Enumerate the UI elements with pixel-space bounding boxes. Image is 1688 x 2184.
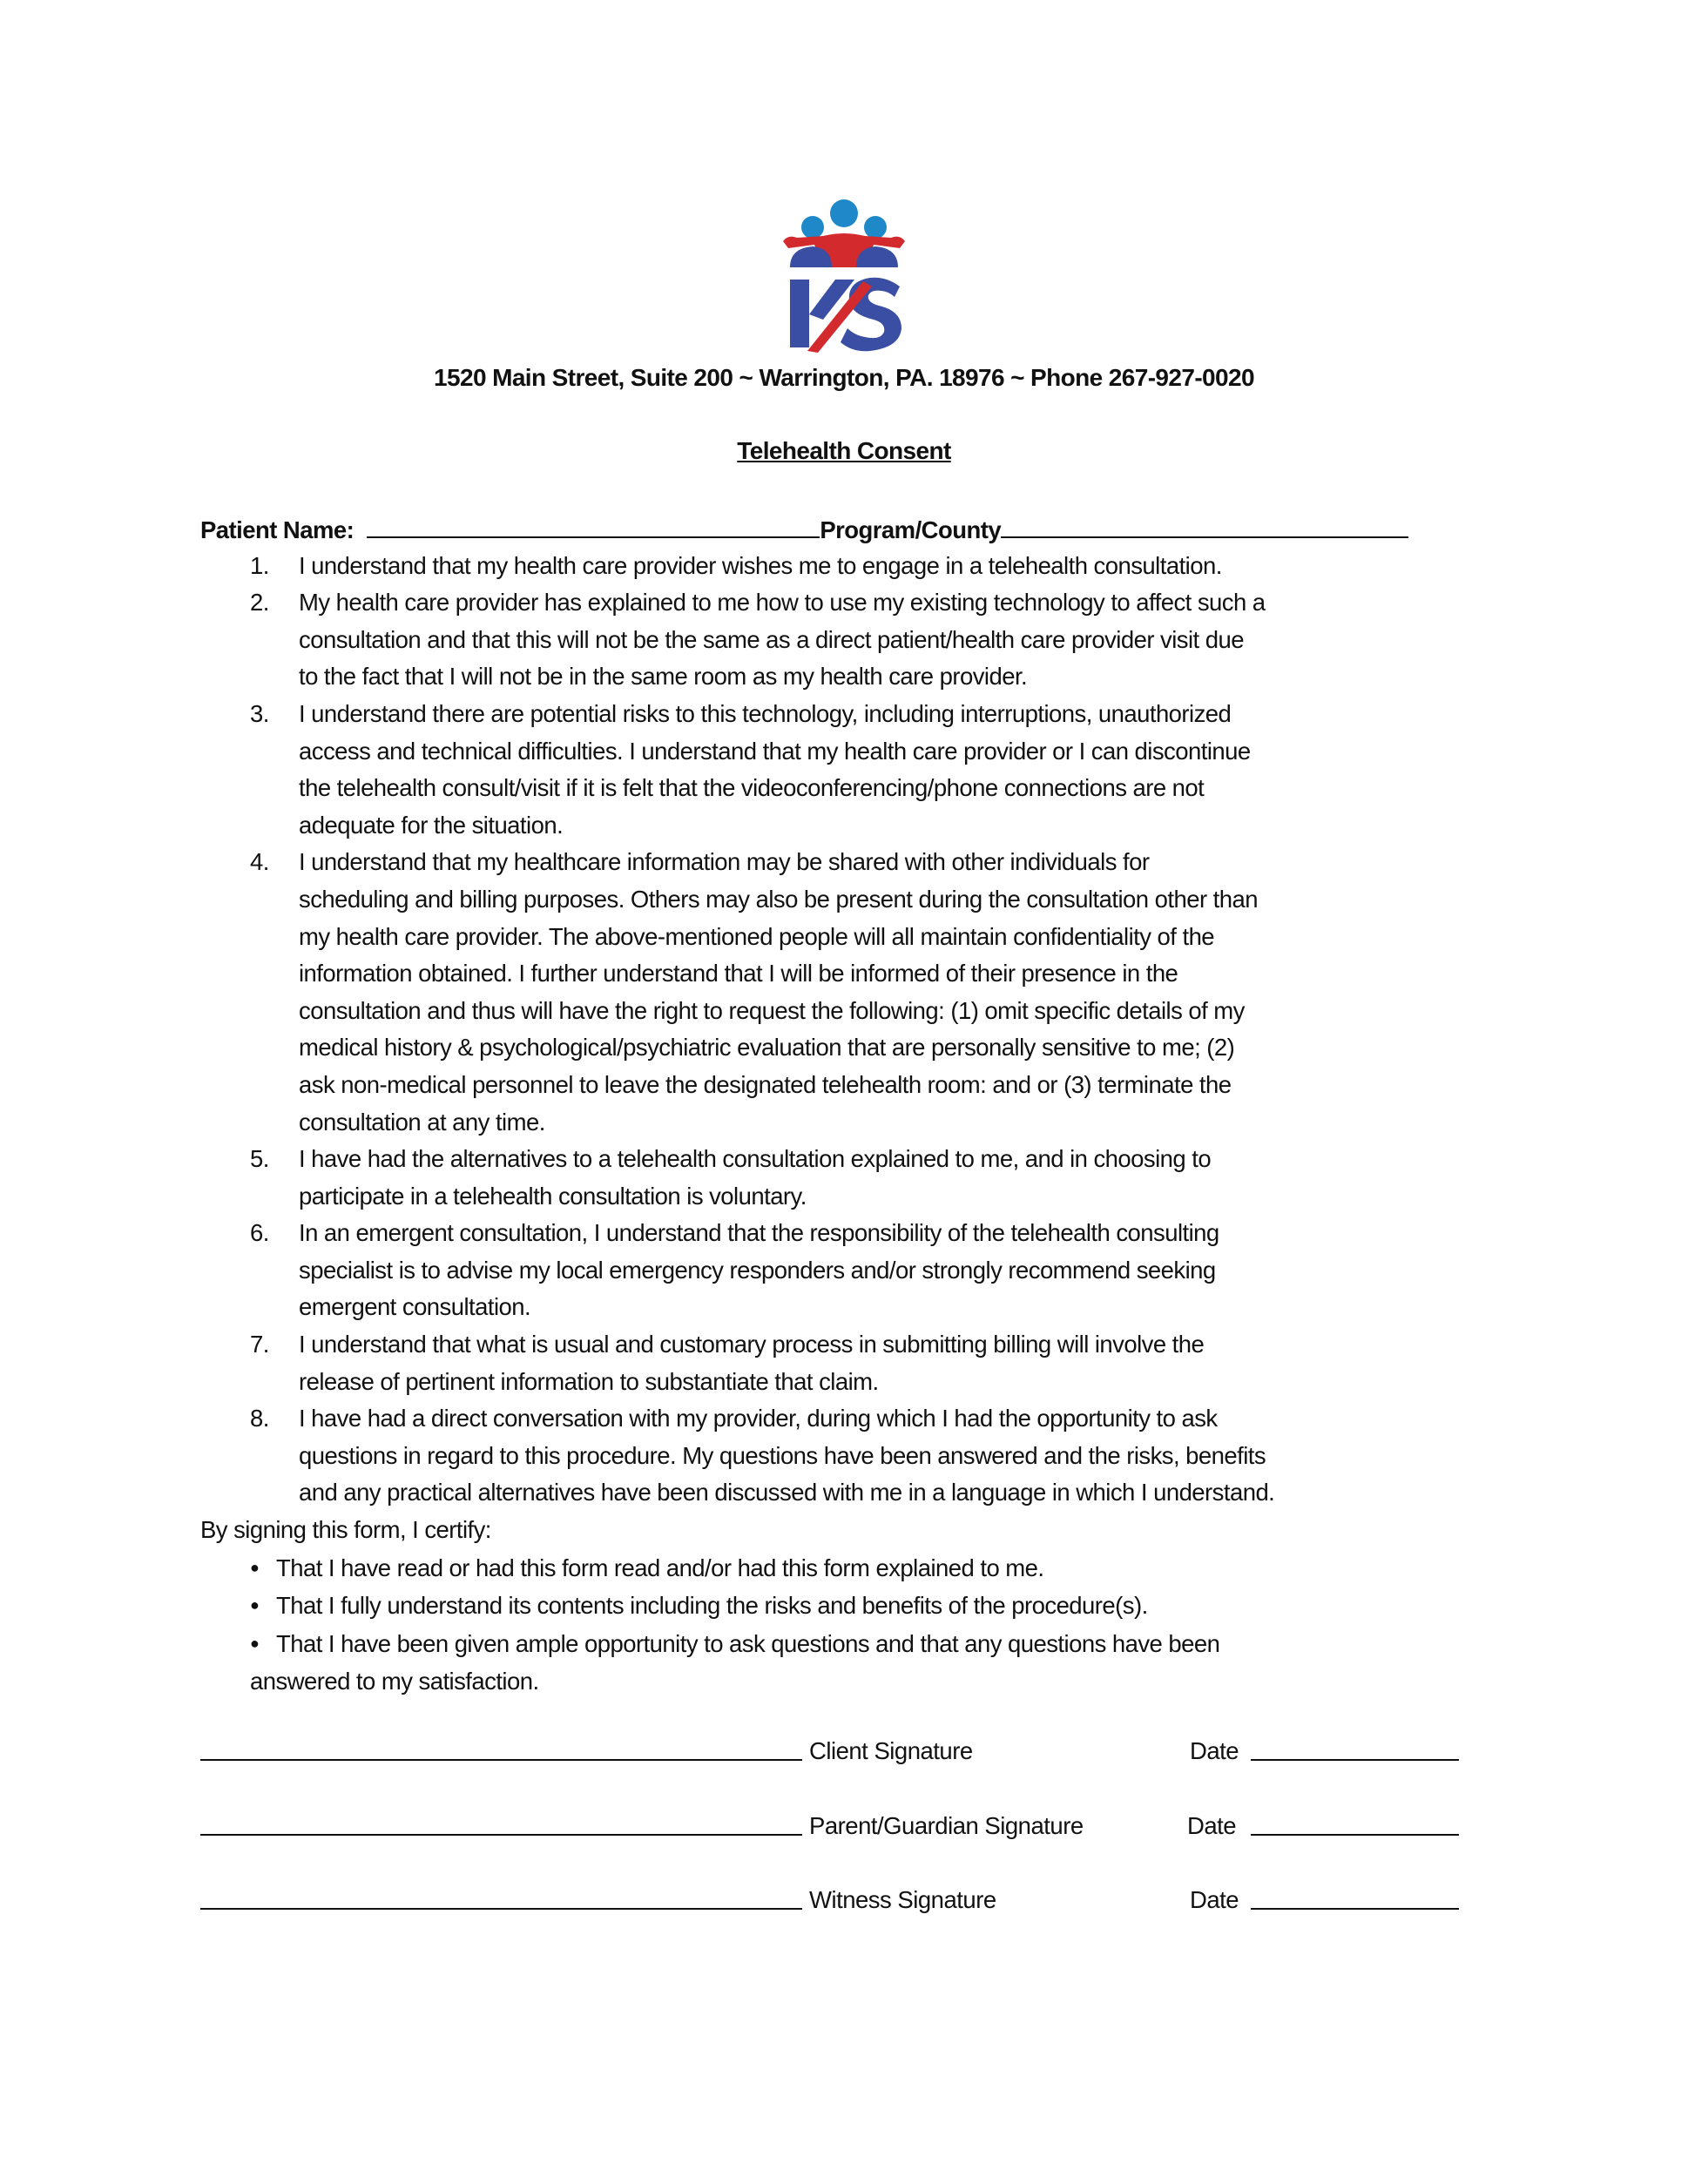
item-line xyxy=(200,584,1489,622)
certify-intro: By signing this form, I certify: xyxy=(200,1516,491,1544)
bullet-icon: ● xyxy=(250,1558,260,1576)
bullet-item xyxy=(200,1625,1489,1701)
item-text: my health care provider. The above-mentioned people will all maintain confidentiality of the xyxy=(299,922,1215,950)
item-text: I have had a direct conversation with my provider, during which I had the opportunity to ask xyxy=(299,1405,1218,1432)
item-line xyxy=(200,993,1489,1030)
item-text: I understand that my healthcare information may be shared with other individuals for xyxy=(299,848,1150,876)
signature-label: Parent/Guardian Signature xyxy=(809,1812,1084,1839)
item-number: 4. xyxy=(250,848,269,876)
bullet-icon: ● xyxy=(250,1634,260,1652)
item-number: 6. xyxy=(250,1219,269,1247)
item-text: participate in a telehealth consultation is voluntary. xyxy=(299,1182,807,1210)
item-line xyxy=(200,1400,1489,1438)
item-text: medical history & psychological/psychiatric evaluation that are personally sensitive to me; (2) xyxy=(299,1034,1235,1062)
item-text: I understand that my health care provider wishes me to engage in a telehealth consultation. xyxy=(299,551,1222,579)
address-line: 1520 Main Street, Suite 200 ~ Warrington, PA. 18976 ~ Phone 267-927-0020 xyxy=(434,364,1254,391)
signature-row xyxy=(200,1733,1472,1769)
item-line xyxy=(200,1252,1489,1290)
item-text: I understand there are potential risks to this technology, including interruptions, unauthorized xyxy=(299,699,1232,727)
item-number: 7. xyxy=(250,1331,269,1358)
bullet-text: That I fully understand its contents including the risks and benefits of the procedure(s). xyxy=(276,1592,1148,1620)
program-county-field[interactable] xyxy=(1001,510,1408,538)
item-number: 1. xyxy=(250,551,269,579)
item-line xyxy=(200,1289,1489,1326)
item-text: information obtained. I further understand that I will be informed of their presence in the xyxy=(299,960,1178,988)
consent-body xyxy=(200,510,1489,1701)
item-line xyxy=(200,1438,1489,1475)
item-line xyxy=(200,658,1489,696)
item-line xyxy=(200,1141,1489,1178)
item-line xyxy=(200,919,1489,956)
item-text: I have had the alternatives to a telehealth consultation explained to me, and in choosing to xyxy=(299,1145,1212,1173)
item-number: 5. xyxy=(250,1145,269,1173)
bullet-item xyxy=(200,1549,1489,1587)
bullet-line xyxy=(200,1587,1489,1625)
item-text: to the fact that I will not be in the same room as my health care provider. xyxy=(299,663,1028,691)
item-text: questions in regard to this procedure. My questions have been answered and the risks, benefits xyxy=(299,1441,1266,1469)
item-text: consultation and thus will have the right to request the following: (1) omit specific details of my xyxy=(299,996,1245,1024)
date-label: Date xyxy=(1190,1737,1239,1764)
item-text: release of pertinent information to substantiate that claim. xyxy=(299,1367,879,1395)
logo-text: KS xyxy=(778,196,780,197)
item-line xyxy=(200,770,1489,807)
item-text: adequate for the situation. xyxy=(299,811,564,839)
item-line xyxy=(200,844,1489,881)
date-label: Date xyxy=(1190,1886,1239,1913)
item-line xyxy=(200,1178,1489,1216)
item-text: the telehealth consult/visit if it is felt that the videoconferencing/phone connections are not xyxy=(299,774,1205,802)
item-line xyxy=(200,1474,1489,1512)
date-line[interactable] xyxy=(1251,1908,1459,1910)
list-item xyxy=(200,1215,1489,1326)
item-line xyxy=(200,1067,1489,1104)
item-text: I understand that what is usual and customary process in submitting billing will involve the xyxy=(299,1331,1205,1358)
item-text: My health care provider has explained to me how to use my existing technology to affect such a xyxy=(299,589,1266,617)
signature-label: Witness Signature xyxy=(809,1886,996,1913)
item-text: access and technical difficulties. I understand that my health care provider or I can discontinue xyxy=(299,737,1251,765)
list-item xyxy=(200,1141,1489,1215)
item-number: 3. xyxy=(250,699,269,727)
item-line xyxy=(200,955,1489,993)
list-item xyxy=(200,584,1489,696)
signature-line[interactable] xyxy=(200,1834,802,1836)
patient-name-field[interactable] xyxy=(367,510,820,538)
item-line xyxy=(200,1326,1489,1364)
bullet-line xyxy=(200,1662,1489,1701)
bullet-line xyxy=(200,1549,1489,1587)
item-number: 2. xyxy=(250,589,269,617)
patient-info-row xyxy=(200,510,1489,548)
item-text: scheduling and billing purposes. Others may also be present during the consultation other than xyxy=(299,885,1258,913)
item-line xyxy=(200,1029,1489,1067)
certify-bullets-list xyxy=(200,1549,1489,1701)
signature-label: Client Signature xyxy=(809,1737,973,1764)
item-line xyxy=(200,807,1489,845)
item-line xyxy=(200,622,1489,659)
signature-row xyxy=(200,1882,1472,1918)
item-line xyxy=(200,548,1489,585)
ks-logo xyxy=(778,196,910,354)
signature-line[interactable] xyxy=(200,1908,802,1910)
list-item xyxy=(200,1326,1489,1400)
bullet-icon: ● xyxy=(250,1596,260,1614)
list-item xyxy=(200,844,1489,1141)
bullet-text: answered to my satisfaction. xyxy=(250,1668,539,1695)
list-item xyxy=(200,696,1489,844)
bullet-text: That I have read or had this form read and/or had this form explained to me. xyxy=(276,1554,1044,1581)
patient-name-label: Patient Name: xyxy=(200,516,354,543)
item-text: ask non-medical personnel to leave the designated telehealth room: and or (3) terminate the xyxy=(299,1070,1232,1098)
item-line xyxy=(200,733,1489,771)
bullet-text: That I have been given ample opportunity to ask questions and that any questions have been xyxy=(276,1629,1220,1657)
signature-row xyxy=(200,1808,1472,1844)
item-line xyxy=(200,881,1489,919)
program-county-label: Program/County xyxy=(820,516,1002,543)
signature-line[interactable] xyxy=(200,1759,802,1761)
item-line xyxy=(200,696,1489,733)
document-title: Telehealth Consent xyxy=(737,437,951,464)
item-line xyxy=(200,1364,1489,1401)
item-line xyxy=(200,1215,1489,1252)
item-text: emergent consultation. xyxy=(299,1293,531,1321)
item-text: specialist is to advise my local emergency responders and/or strongly recommend seeking xyxy=(299,1256,1216,1284)
item-text: In an emergent consultation, I understand that the responsibility of the telehealth consulting xyxy=(299,1219,1219,1247)
item-text: and any practical alternatives have been discussed with me in a language in which I understand. xyxy=(299,1479,1275,1507)
date-line[interactable] xyxy=(1251,1834,1459,1836)
item-text: consultation and that this will not be the same as a direct patient/health care provider visit due xyxy=(299,625,1244,653)
bullet-item xyxy=(200,1587,1489,1625)
consent-items-list xyxy=(200,548,1489,1512)
bullet-line xyxy=(200,1625,1489,1663)
list-item xyxy=(200,1400,1489,1512)
item-text: consultation at any time. xyxy=(299,1108,545,1136)
item-line xyxy=(200,1104,1489,1142)
list-item xyxy=(200,548,1489,585)
item-number: 8. xyxy=(250,1405,269,1432)
date-line[interactable] xyxy=(1251,1759,1459,1761)
date-label: Date xyxy=(1187,1812,1237,1839)
